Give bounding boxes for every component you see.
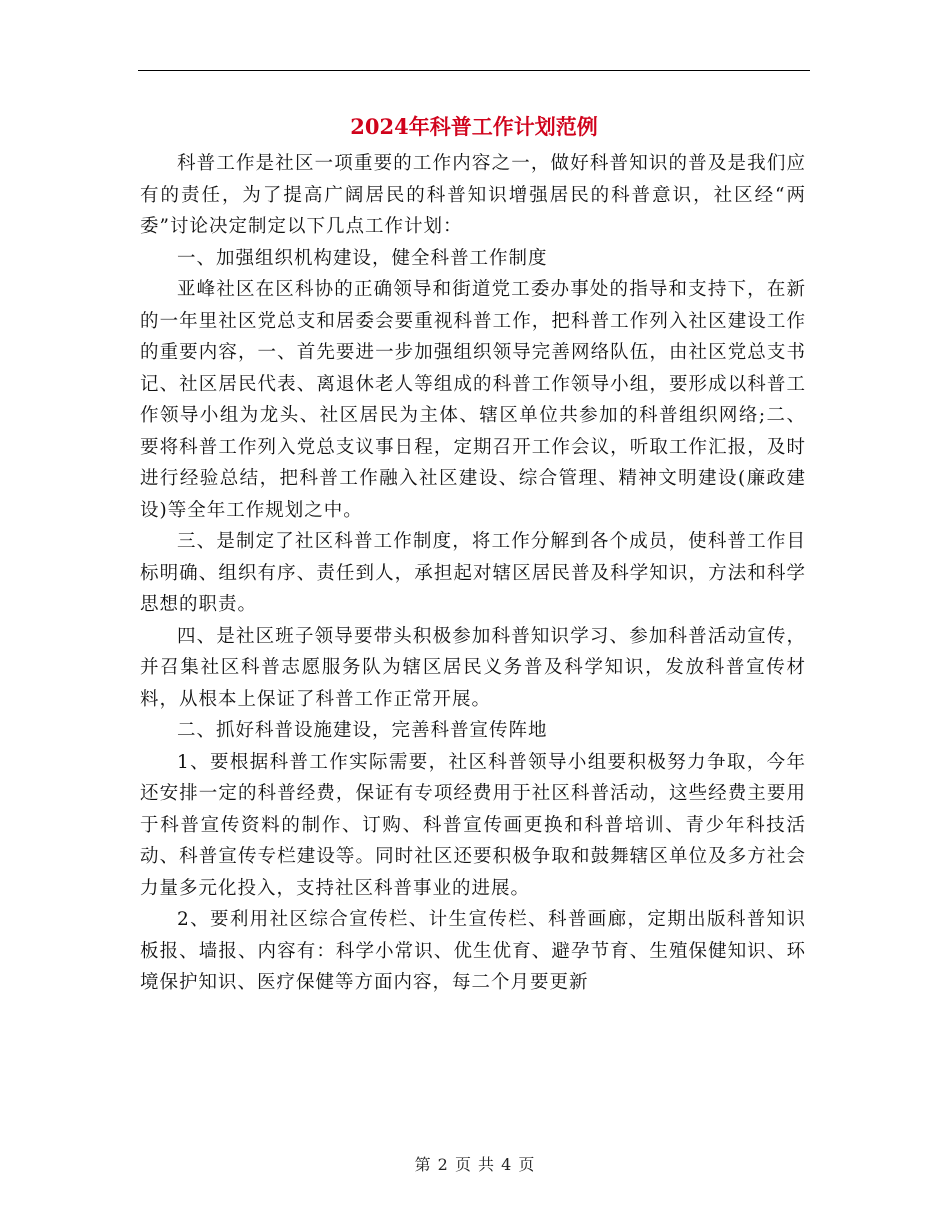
paragraph-leadership: 四、是社区班子领导要带头积极参加科普知识学习、参加科普活动宣传，并召集社区科普志愿服务队为辖区居民义务普及科学知识，发放科普宣传材料，从根本上保证了科普工作正常开展。	[140, 625, 806, 710]
document-body	[140, 148, 806, 999]
paragraph-intro: 科普工作是社区一项重要的工作内容之一，做好科普知识的普及是我们应有的责任，为了提高广阔居民的科普知识增强居民的科普意识，社区经“两委”讨论决定制定以下几点工作计划：	[140, 153, 806, 237]
section-heading-1: 一、加强组织机构建设，健全科普工作制度	[177, 247, 548, 269]
document-title: 2024年科普工作计划范例	[350, 114, 598, 139]
paragraph-funding: 1、要根据科普工作实际需要，社区科普领导小组要积极努力争取，今年还安排一定的科普经费，保证有专项经费用于社区科普活动，这些经费主要用于科普宣传资料的制作、订购、科普宣传画更换和科普培训、青少年科技活动、科普宣传专栏建设等。同时社区还要积极争取和鼓舞辖区单位及多方社会力量多元化投入，支持社区科普事业的进展。	[140, 751, 806, 899]
section-heading-2: 二、抓好科普设施建设，完善科普宣传阵地	[177, 720, 548, 741]
paragraph-system: 三、是制定了社区科普工作制度，将工作分解到各个成员，使科普工作目标明确、组织有序、责任到人，承担起对辖区居民普及科学知识，方法和科学思想的职责。	[140, 531, 806, 615]
header-rule	[138, 70, 810, 71]
paragraph-publicity: 2、要利用社区综合宣传栏、计生宣传栏、科普画廊，定期出版科普知识板报、墙报、内容有：科学小常识、优生优育、避孕节育、生殖保健知识、环境保护知识、医疗保健等方面内容，每二个月要更新	[140, 909, 806, 993]
paragraph-organization: 亚峰社区在区科协的正确领导和街道党工委办事处的指导和支持下，在新的一年里社区党总支和居委会要重视科普工作，把科普工作列入社区建设工作的重要内容，一、首先要进一步加强组织领导完善网络队伍，由社区党总支书记、社区居民代表、离退休老人等组成的科普工作领导小组，要形成以科普工作领导小组为龙头、社区居民为主体、辖区单位共参加的科普组织网络;二、要将科普工作列入党总支议事日程，定期召开工作会议，听取工作汇报，及时进行经验总结，把科普工作融入社区建设、综合管理、精神文明建设(廉政建设)等全年工作规划之中。	[140, 279, 806, 521]
page-number-footer: 第 2 页 共 4 页	[414, 1155, 536, 1174]
